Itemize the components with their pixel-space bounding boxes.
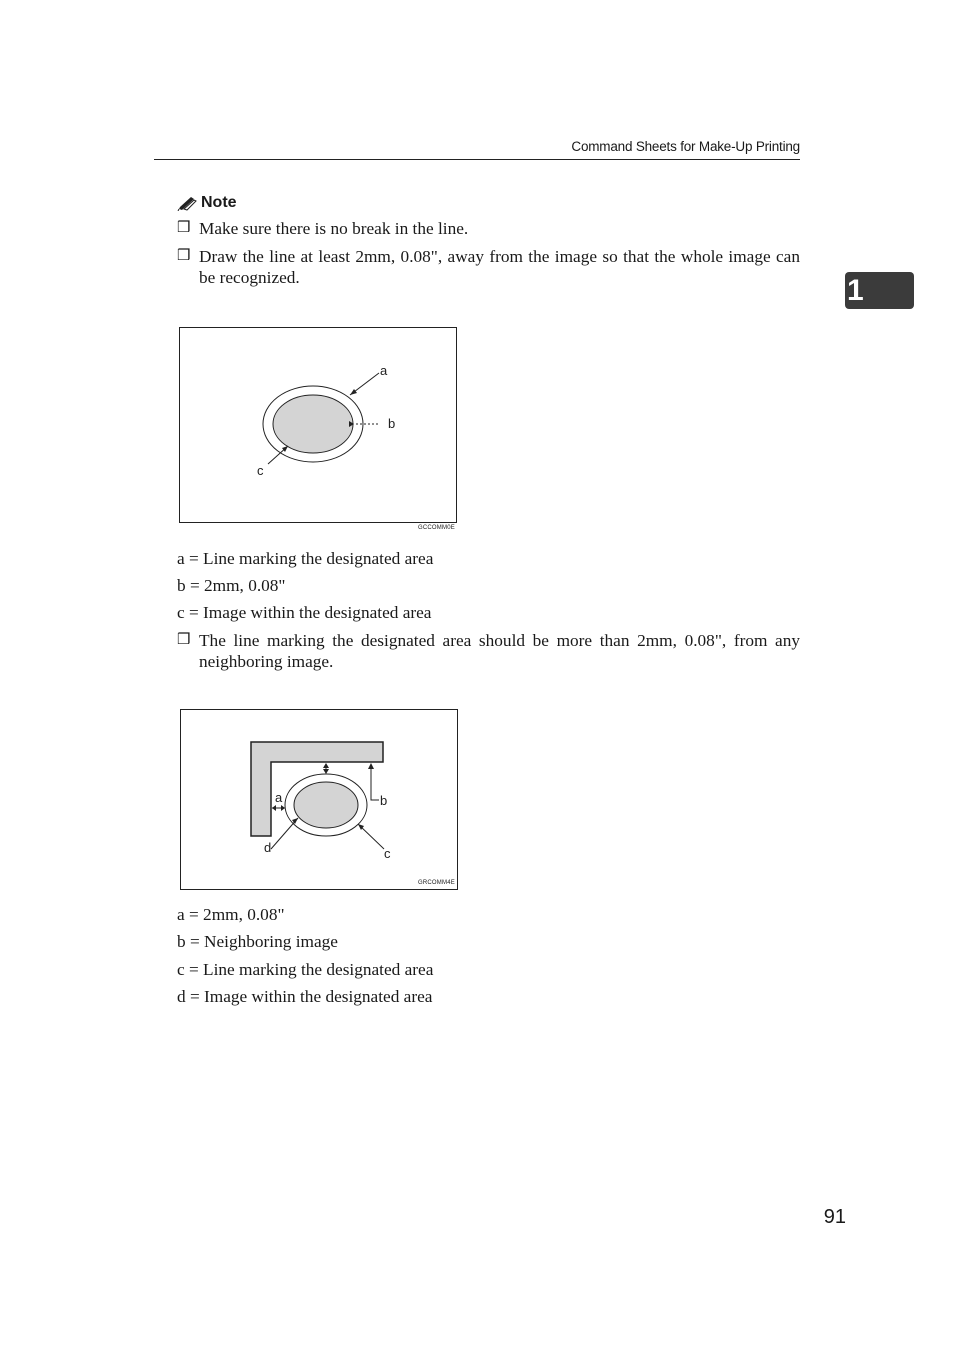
note-item-text: The line marking the designated area should be more than 2mm, 0.08", from any neighboring image. xyxy=(199,631,800,671)
legend-line: d = Image within the designated area xyxy=(177,987,433,1006)
figure-code: GCCOMM0E xyxy=(418,525,455,531)
callout-d: d xyxy=(264,840,272,855)
figure-2-drawing xyxy=(181,710,457,889)
running-header-title: Command Sheets for Make-Up Printing xyxy=(571,139,800,154)
note-item xyxy=(177,246,800,288)
note-item-text: Draw the line at least 2mm, 0.08", away from the image so that the whole image can be recognized. xyxy=(199,247,800,287)
legend-line: a = Line marking the designated area xyxy=(177,549,434,568)
legend-line: b = 2mm, 0.08" xyxy=(177,576,286,595)
checkbox-bullet-icon: ❒ xyxy=(177,220,191,236)
callout-b: b xyxy=(388,416,396,431)
legend-line: c = Image within the designated area xyxy=(177,603,432,622)
legend-line: c = Line marking the designated area xyxy=(177,960,434,979)
callout-b: b xyxy=(380,793,388,808)
note-item-text: Make sure there is no break in the line. xyxy=(199,219,469,238)
note-item xyxy=(177,218,800,239)
header-rule xyxy=(154,159,800,160)
callout-a: a xyxy=(380,363,388,378)
figure-code: GRCOMM4E xyxy=(418,880,455,886)
figure-1-drawing xyxy=(180,328,456,522)
legend-line: b = Neighboring image xyxy=(177,932,338,951)
note-title: Note xyxy=(201,194,237,211)
figure-neighboring-image xyxy=(180,709,458,890)
checkbox-bullet-icon: ❒ xyxy=(177,248,191,264)
note-heading xyxy=(177,194,237,212)
figure-line-distance xyxy=(179,327,457,523)
callout-c: c xyxy=(257,463,264,478)
legend-line: a = 2mm, 0.08" xyxy=(177,905,285,924)
page-number: 91 xyxy=(823,1206,846,1228)
pencil-icon xyxy=(177,196,197,211)
callout-c: c xyxy=(384,846,391,861)
chapter-tab: 1 xyxy=(845,272,914,309)
checkbox-bullet-icon: ❒ xyxy=(177,632,191,648)
callout-a: a xyxy=(275,790,283,805)
note-item xyxy=(177,630,800,672)
